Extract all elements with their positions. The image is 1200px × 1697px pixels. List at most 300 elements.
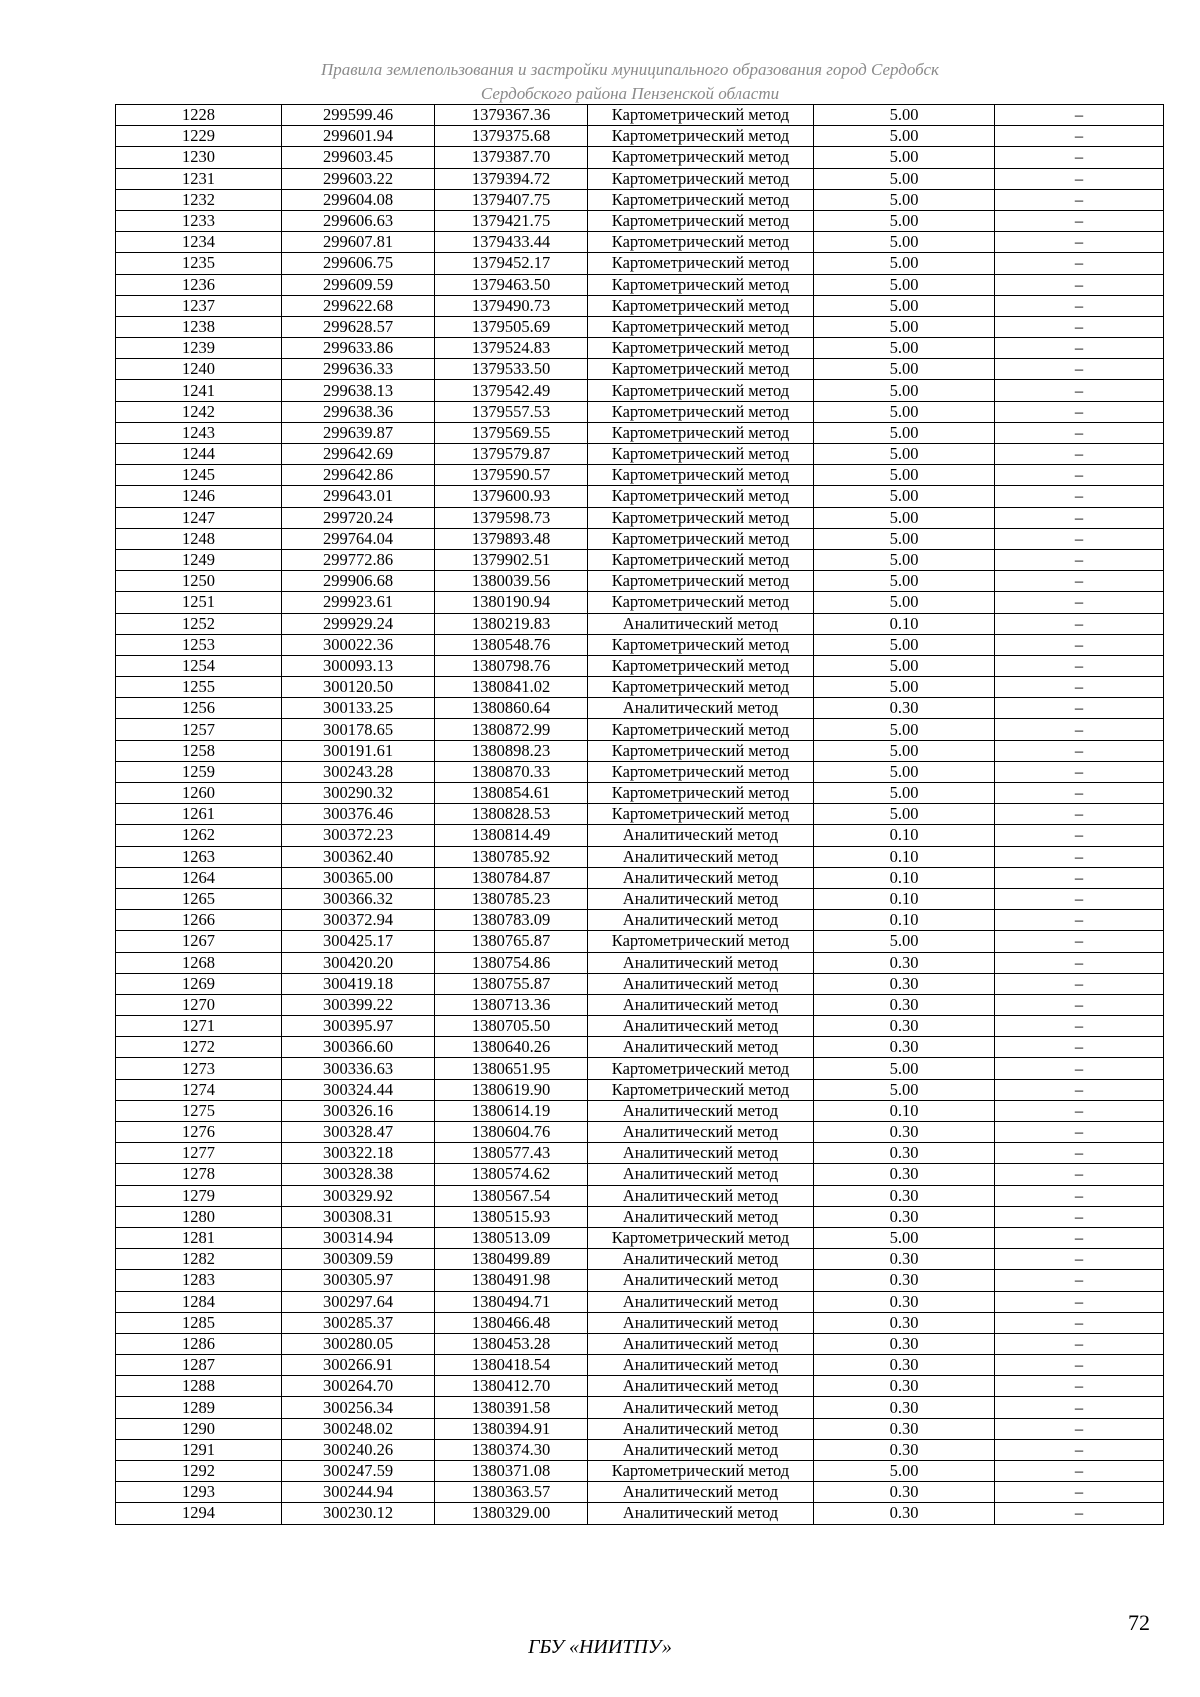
- point-number-cell: 1270: [116, 994, 282, 1015]
- point-number-cell: 1240: [116, 359, 282, 380]
- x-coordinate-cell: 300290.32: [282, 783, 435, 804]
- x-coordinate-cell: 300372.94: [282, 910, 435, 931]
- description-cell: –: [995, 1058, 1164, 1079]
- table-row: [116, 1376, 1164, 1397]
- point-number-cell: 1272: [116, 1037, 282, 1058]
- table-row: [116, 401, 1164, 422]
- description-cell: –: [995, 295, 1164, 316]
- header-line-2: Сердобского района Пензенской области: [480, 84, 780, 103]
- table-row: [116, 1227, 1164, 1248]
- description-cell: –: [995, 761, 1164, 782]
- accuracy-cell: 5.00: [814, 316, 995, 337]
- table-row: [116, 888, 1164, 909]
- y-coordinate-cell: 1380828.53: [435, 804, 588, 825]
- description-cell: –: [995, 168, 1164, 189]
- table-row: [116, 528, 1164, 549]
- table-row: [116, 867, 1164, 888]
- table-row: [116, 295, 1164, 316]
- x-coordinate-cell: 299599.46: [282, 105, 435, 126]
- x-coordinate-cell: 300399.22: [282, 994, 435, 1015]
- table-row: [116, 1058, 1164, 1079]
- description-cell: –: [995, 1503, 1164, 1524]
- y-coordinate-cell: 1380765.87: [435, 931, 588, 952]
- point-number-cell: 1260: [116, 783, 282, 804]
- point-number-cell: 1290: [116, 1418, 282, 1439]
- description-cell: –: [995, 655, 1164, 676]
- accuracy-cell: 5.00: [814, 507, 995, 528]
- y-coordinate-cell: 1379387.70: [435, 147, 588, 168]
- x-coordinate-cell: 300336.63: [282, 1058, 435, 1079]
- method-cell: Аналитический метод: [588, 1376, 814, 1397]
- point-number-cell: 1230: [116, 147, 282, 168]
- point-number-cell: 1254: [116, 655, 282, 676]
- point-number-cell: 1289: [116, 1397, 282, 1418]
- coordinates-table-container: [115, 104, 1157, 1525]
- method-cell: Картометрический метод: [588, 571, 814, 592]
- method-cell: Картометрический метод: [588, 210, 814, 231]
- point-number-cell: 1273: [116, 1058, 282, 1079]
- table-row: [116, 1439, 1164, 1460]
- point-number-cell: 1229: [116, 126, 282, 147]
- point-number-cell: 1248: [116, 528, 282, 549]
- accuracy-cell: 0.30: [814, 1355, 995, 1376]
- method-cell: Аналитический метод: [588, 1333, 814, 1354]
- table-row: [116, 931, 1164, 952]
- y-coordinate-cell: 1380783.09: [435, 910, 588, 931]
- method-cell: Аналитический метод: [588, 1249, 814, 1270]
- method-cell: Аналитический метод: [588, 698, 814, 719]
- x-coordinate-cell: 299638.36: [282, 401, 435, 422]
- description-cell: –: [995, 740, 1164, 761]
- coordinates-table: [115, 104, 1164, 1525]
- y-coordinate-cell: 1380870.33: [435, 761, 588, 782]
- y-coordinate-cell: 1380418.54: [435, 1355, 588, 1376]
- accuracy-cell: 5.00: [814, 295, 995, 316]
- method-cell: Аналитический метод: [588, 867, 814, 888]
- point-number-cell: 1267: [116, 931, 282, 952]
- table-row: [116, 1100, 1164, 1121]
- description-cell: –: [995, 973, 1164, 994]
- method-cell: Аналитический метод: [588, 1037, 814, 1058]
- table-row: [116, 761, 1164, 782]
- x-coordinate-cell: 299639.87: [282, 422, 435, 443]
- y-coordinate-cell: 1380515.93: [435, 1206, 588, 1227]
- method-cell: Картометрический метод: [588, 126, 814, 147]
- description-cell: –: [995, 189, 1164, 210]
- y-coordinate-cell: 1380363.57: [435, 1482, 588, 1503]
- accuracy-cell: 0.30: [814, 1270, 995, 1291]
- point-number-cell: 1247: [116, 507, 282, 528]
- x-coordinate-cell: 299622.68: [282, 295, 435, 316]
- table-row: [116, 147, 1164, 168]
- x-coordinate-cell: 299606.75: [282, 253, 435, 274]
- y-coordinate-cell: 1380494.71: [435, 1291, 588, 1312]
- accuracy-cell: 5.00: [814, 253, 995, 274]
- table-row: [116, 1503, 1164, 1524]
- point-number-cell: 1261: [116, 804, 282, 825]
- x-coordinate-cell: 300022.36: [282, 634, 435, 655]
- method-cell: Картометрический метод: [588, 740, 814, 761]
- y-coordinate-cell: 1380841.02: [435, 677, 588, 698]
- description-cell: –: [995, 1482, 1164, 1503]
- accuracy-cell: 5.00: [814, 210, 995, 231]
- accuracy-cell: 5.00: [814, 655, 995, 676]
- description-cell: –: [995, 528, 1164, 549]
- x-coordinate-cell: 300243.28: [282, 761, 435, 782]
- description-cell: –: [995, 1164, 1164, 1185]
- y-coordinate-cell: 1380798.76: [435, 655, 588, 676]
- y-coordinate-cell: 1380713.36: [435, 994, 588, 1015]
- x-coordinate-cell: 300247.59: [282, 1461, 435, 1482]
- accuracy-cell: 5.00: [814, 401, 995, 422]
- table-row: [116, 1482, 1164, 1503]
- accuracy-cell: 0.30: [814, 1206, 995, 1227]
- description-cell: –: [995, 952, 1164, 973]
- description-cell: –: [995, 1206, 1164, 1227]
- y-coordinate-cell: 1380394.91: [435, 1418, 588, 1439]
- method-cell: Картометрический метод: [588, 1227, 814, 1248]
- point-number-cell: 1244: [116, 444, 282, 465]
- x-coordinate-cell: 299643.01: [282, 486, 435, 507]
- table-row: [116, 973, 1164, 994]
- accuracy-cell: 5.00: [814, 740, 995, 761]
- y-coordinate-cell: 1380391.58: [435, 1397, 588, 1418]
- table-row: [116, 952, 1164, 973]
- table-row: [116, 592, 1164, 613]
- point-number-cell: 1293: [116, 1482, 282, 1503]
- accuracy-cell: 0.10: [814, 888, 995, 909]
- description-cell: –: [995, 994, 1164, 1015]
- x-coordinate-cell: 299607.81: [282, 232, 435, 253]
- method-cell: Аналитический метод: [588, 1016, 814, 1037]
- y-coordinate-cell: 1380412.70: [435, 1376, 588, 1397]
- y-coordinate-cell: 1380453.28: [435, 1333, 588, 1354]
- table-row: [116, 507, 1164, 528]
- point-number-cell: 1264: [116, 867, 282, 888]
- accuracy-cell: 0.30: [814, 1376, 995, 1397]
- point-number-cell: 1276: [116, 1122, 282, 1143]
- x-coordinate-cell: 299636.33: [282, 359, 435, 380]
- accuracy-cell: 0.30: [814, 1333, 995, 1354]
- table-row: [116, 549, 1164, 570]
- method-cell: Аналитический метод: [588, 1439, 814, 1460]
- x-coordinate-cell: 300322.18: [282, 1143, 435, 1164]
- description-cell: –: [995, 380, 1164, 401]
- method-cell: Картометрический метод: [588, 528, 814, 549]
- table-row: [116, 1016, 1164, 1037]
- x-coordinate-cell: 300419.18: [282, 973, 435, 994]
- accuracy-cell: 0.30: [814, 1503, 995, 1524]
- y-coordinate-cell: 1380651.95: [435, 1058, 588, 1079]
- point-number-cell: 1250: [116, 571, 282, 592]
- point-number-cell: 1291: [116, 1439, 282, 1460]
- accuracy-cell: 5.00: [814, 486, 995, 507]
- accuracy-cell: 0.30: [814, 1249, 995, 1270]
- y-coordinate-cell: 1380640.26: [435, 1037, 588, 1058]
- point-number-cell: 1239: [116, 338, 282, 359]
- point-number-cell: 1245: [116, 465, 282, 486]
- description-cell: –: [995, 719, 1164, 740]
- point-number-cell: 1243: [116, 422, 282, 443]
- y-coordinate-cell: 1380491.98: [435, 1270, 588, 1291]
- table-row: [116, 571, 1164, 592]
- method-cell: Картометрический метод: [588, 1079, 814, 1100]
- description-cell: –: [995, 1312, 1164, 1333]
- method-cell: Аналитический метод: [588, 1185, 814, 1206]
- table-row: [116, 1164, 1164, 1185]
- y-coordinate-cell: 1379902.51: [435, 549, 588, 570]
- accuracy-cell: 5.00: [814, 528, 995, 549]
- y-coordinate-cell: 1380872.99: [435, 719, 588, 740]
- accuracy-cell: 0.10: [814, 1100, 995, 1121]
- y-coordinate-cell: 1380567.54: [435, 1185, 588, 1206]
- accuracy-cell: 5.00: [814, 783, 995, 804]
- table-row: [116, 316, 1164, 337]
- point-number-cell: 1252: [116, 613, 282, 634]
- y-coordinate-cell: 1379433.44: [435, 232, 588, 253]
- y-coordinate-cell: 1379463.50: [435, 274, 588, 295]
- point-number-cell: 1241: [116, 380, 282, 401]
- x-coordinate-cell: 300178.65: [282, 719, 435, 740]
- description-cell: –: [995, 1185, 1164, 1206]
- table-row: [116, 719, 1164, 740]
- accuracy-cell: 0.30: [814, 1312, 995, 1333]
- description-cell: –: [995, 825, 1164, 846]
- accuracy-cell: 5.00: [814, 126, 995, 147]
- point-number-cell: 1246: [116, 486, 282, 507]
- point-number-cell: 1262: [116, 825, 282, 846]
- point-number-cell: 1268: [116, 952, 282, 973]
- point-number-cell: 1233: [116, 210, 282, 231]
- point-number-cell: 1278: [116, 1164, 282, 1185]
- description-cell: –: [995, 1439, 1164, 1460]
- x-coordinate-cell: 300191.61: [282, 740, 435, 761]
- point-number-cell: 1232: [116, 189, 282, 210]
- method-cell: Картометрический метод: [588, 147, 814, 168]
- description-cell: –: [995, 1291, 1164, 1312]
- point-number-cell: 1236: [116, 274, 282, 295]
- x-coordinate-cell: 300266.91: [282, 1355, 435, 1376]
- accuracy-cell: 5.00: [814, 761, 995, 782]
- y-coordinate-cell: 1380860.64: [435, 698, 588, 719]
- table-row: [116, 677, 1164, 698]
- y-coordinate-cell: 1380814.49: [435, 825, 588, 846]
- table-row: [116, 1037, 1164, 1058]
- method-cell: Картометрический метод: [588, 655, 814, 676]
- x-coordinate-cell: 300324.44: [282, 1079, 435, 1100]
- table-row: [116, 338, 1164, 359]
- accuracy-cell: 5.00: [814, 444, 995, 465]
- method-cell: Картометрический метод: [588, 253, 814, 274]
- description-cell: –: [995, 1227, 1164, 1248]
- description-cell: –: [995, 1333, 1164, 1354]
- point-number-cell: 1258: [116, 740, 282, 761]
- accuracy-cell: 0.30: [814, 1185, 995, 1206]
- description-cell: –: [995, 486, 1164, 507]
- point-number-cell: 1285: [116, 1312, 282, 1333]
- x-coordinate-cell: 299603.22: [282, 168, 435, 189]
- x-coordinate-cell: 300120.50: [282, 677, 435, 698]
- method-cell: Аналитический метод: [588, 846, 814, 867]
- table-row: [116, 1270, 1164, 1291]
- description-cell: –: [995, 1016, 1164, 1037]
- x-coordinate-cell: 299642.86: [282, 465, 435, 486]
- description-cell: –: [995, 846, 1164, 867]
- table-row: [116, 253, 1164, 274]
- table-row: [116, 274, 1164, 295]
- method-cell: Картометрический метод: [588, 1058, 814, 1079]
- point-number-cell: 1275: [116, 1100, 282, 1121]
- description-cell: –: [995, 401, 1164, 422]
- accuracy-cell: 0.30: [814, 698, 995, 719]
- method-cell: Аналитический метод: [588, 994, 814, 1015]
- description-cell: –: [995, 1122, 1164, 1143]
- table-row: [116, 740, 1164, 761]
- description-cell: –: [995, 359, 1164, 380]
- y-coordinate-cell: 1379579.87: [435, 444, 588, 465]
- method-cell: Аналитический метод: [588, 1100, 814, 1121]
- x-coordinate-cell: 299601.94: [282, 126, 435, 147]
- y-coordinate-cell: 1380854.61: [435, 783, 588, 804]
- method-cell: Картометрический метод: [588, 804, 814, 825]
- method-cell: Картометрический метод: [588, 338, 814, 359]
- table-row: [116, 1397, 1164, 1418]
- point-number-cell: 1251: [116, 592, 282, 613]
- y-coordinate-cell: 1380499.89: [435, 1249, 588, 1270]
- point-number-cell: 1274: [116, 1079, 282, 1100]
- point-number-cell: 1231: [116, 168, 282, 189]
- method-cell: Картометрический метод: [588, 761, 814, 782]
- table-row: [116, 846, 1164, 867]
- x-coordinate-cell: 299929.24: [282, 613, 435, 634]
- x-coordinate-cell: 300425.17: [282, 931, 435, 952]
- method-cell: Картометрический метод: [588, 168, 814, 189]
- method-cell: Картометрический метод: [588, 931, 814, 952]
- method-cell: Картометрический метод: [588, 783, 814, 804]
- method-cell: Аналитический метод: [588, 1291, 814, 1312]
- y-coordinate-cell: 1379533.50: [435, 359, 588, 380]
- method-cell: Картометрический метод: [588, 295, 814, 316]
- description-cell: –: [995, 1461, 1164, 1482]
- x-coordinate-cell: 300264.70: [282, 1376, 435, 1397]
- x-coordinate-cell: 300395.97: [282, 1016, 435, 1037]
- description-cell: –: [995, 571, 1164, 592]
- x-coordinate-cell: 299609.59: [282, 274, 435, 295]
- method-cell: Картометрический метод: [588, 105, 814, 126]
- point-number-cell: 1287: [116, 1355, 282, 1376]
- table-row: [116, 105, 1164, 126]
- point-number-cell: 1288: [116, 1376, 282, 1397]
- y-coordinate-cell: 1380371.08: [435, 1461, 588, 1482]
- point-number-cell: 1279: [116, 1185, 282, 1206]
- y-coordinate-cell: 1380374.30: [435, 1439, 588, 1460]
- y-coordinate-cell: 1380190.94: [435, 592, 588, 613]
- y-coordinate-cell: 1379598.73: [435, 507, 588, 528]
- description-cell: –: [995, 1037, 1164, 1058]
- accuracy-cell: 0.30: [814, 1016, 995, 1037]
- y-coordinate-cell: 1380577.43: [435, 1143, 588, 1164]
- accuracy-cell: 0.30: [814, 994, 995, 1015]
- description-cell: –: [995, 677, 1164, 698]
- table-row: [116, 994, 1164, 1015]
- method-cell: Аналитический метод: [588, 1122, 814, 1143]
- accuracy-cell: 0.30: [814, 973, 995, 994]
- table-row: [116, 444, 1164, 465]
- method-cell: Аналитический метод: [588, 1503, 814, 1524]
- method-cell: Картометрический метод: [588, 359, 814, 380]
- x-coordinate-cell: 299772.86: [282, 549, 435, 570]
- method-cell: Картометрический метод: [588, 549, 814, 570]
- x-coordinate-cell: 300285.37: [282, 1312, 435, 1333]
- accuracy-cell: 0.30: [814, 1122, 995, 1143]
- description-cell: –: [995, 549, 1164, 570]
- accuracy-cell: 0.30: [814, 952, 995, 973]
- method-cell: Аналитический метод: [588, 910, 814, 931]
- x-coordinate-cell: 299720.24: [282, 507, 435, 528]
- y-coordinate-cell: 1380785.23: [435, 888, 588, 909]
- table-row: [116, 380, 1164, 401]
- accuracy-cell: 0.10: [814, 846, 995, 867]
- table-row: [116, 1079, 1164, 1100]
- description-cell: –: [995, 147, 1164, 168]
- method-cell: Аналитический метод: [588, 613, 814, 634]
- point-number-cell: 1280: [116, 1206, 282, 1227]
- x-coordinate-cell: 299764.04: [282, 528, 435, 549]
- method-cell: Аналитический метод: [588, 1206, 814, 1227]
- point-number-cell: 1228: [116, 105, 282, 126]
- description-cell: –: [995, 783, 1164, 804]
- description-cell: –: [995, 1079, 1164, 1100]
- method-cell: Аналитический метод: [588, 1270, 814, 1291]
- y-coordinate-cell: 1380513.09: [435, 1227, 588, 1248]
- x-coordinate-cell: 300240.26: [282, 1439, 435, 1460]
- description-cell: –: [995, 232, 1164, 253]
- coordinates-table-body: [116, 105, 1164, 1525]
- y-coordinate-cell: 1380604.76: [435, 1122, 588, 1143]
- description-cell: –: [995, 274, 1164, 295]
- table-row: [116, 189, 1164, 210]
- point-number-cell: 1237: [116, 295, 282, 316]
- table-row: [116, 1355, 1164, 1376]
- point-number-cell: 1256: [116, 698, 282, 719]
- x-coordinate-cell: 300372.23: [282, 825, 435, 846]
- y-coordinate-cell: 1379557.53: [435, 401, 588, 422]
- y-coordinate-cell: 1380755.87: [435, 973, 588, 994]
- accuracy-cell: 5.00: [814, 592, 995, 613]
- method-cell: Аналитический метод: [588, 1143, 814, 1164]
- description-cell: –: [995, 1418, 1164, 1439]
- method-cell: Картометрический метод: [588, 486, 814, 507]
- y-coordinate-cell: 1380784.87: [435, 867, 588, 888]
- description-cell: –: [995, 634, 1164, 655]
- y-coordinate-cell: 1379367.36: [435, 105, 588, 126]
- accuracy-cell: 5.00: [814, 422, 995, 443]
- method-cell: Аналитический метод: [588, 888, 814, 909]
- point-number-cell: 1277: [116, 1143, 282, 1164]
- accuracy-cell: 5.00: [814, 1058, 995, 1079]
- method-cell: Аналитический метод: [588, 1312, 814, 1333]
- x-coordinate-cell: 300314.94: [282, 1227, 435, 1248]
- point-number-cell: 1242: [116, 401, 282, 422]
- table-row: [116, 1291, 1164, 1312]
- y-coordinate-cell: 1380705.50: [435, 1016, 588, 1037]
- table-row: [116, 655, 1164, 676]
- description-cell: –: [995, 1355, 1164, 1376]
- point-number-cell: 1281: [116, 1227, 282, 1248]
- x-coordinate-cell: 300420.20: [282, 952, 435, 973]
- point-number-cell: 1263: [116, 846, 282, 867]
- x-coordinate-cell: 300366.32: [282, 888, 435, 909]
